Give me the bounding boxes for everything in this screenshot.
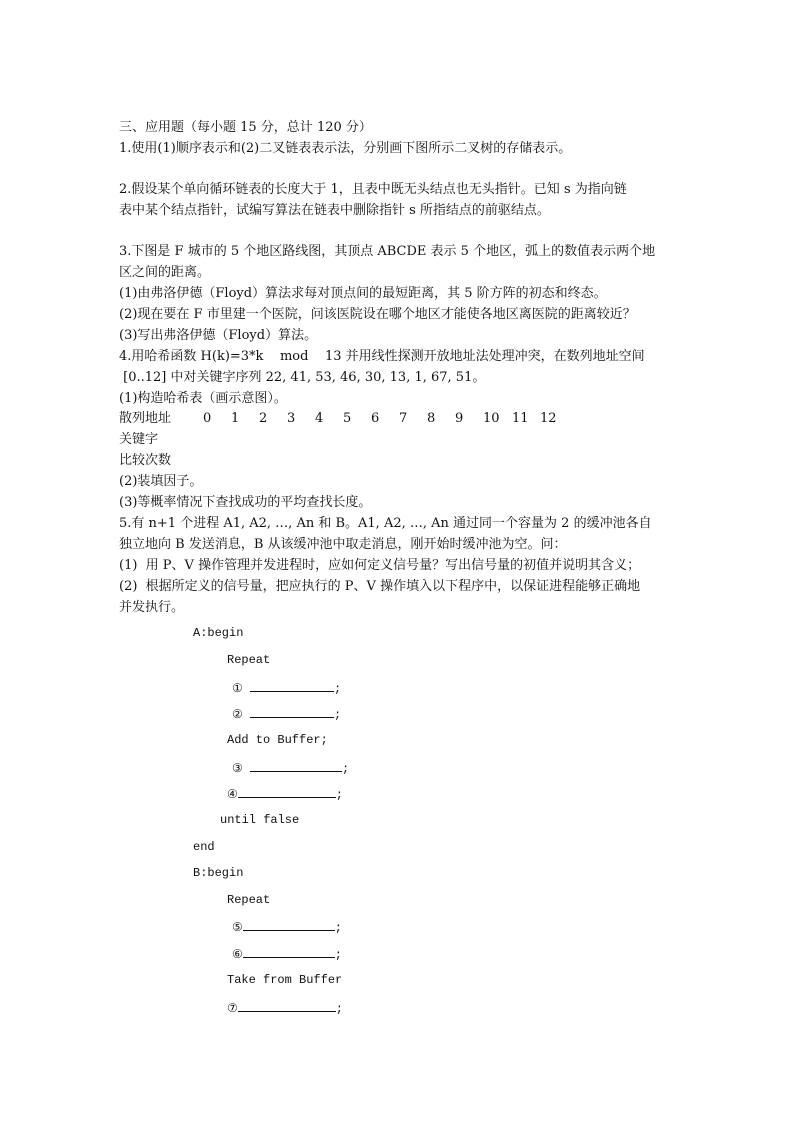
question-5-sub-1: (1) 用 P、V 操作管理并发进程时，应如何定义信号量？写出信号量的初值并说明其含义；: [119, 558, 641, 573]
question-3-sub-3: (3)写出弗洛伊德（Floyd）算法。: [119, 328, 318, 343]
semicolon: ;: [335, 788, 343, 802]
code-blank-4: [227, 783, 343, 805]
question-5-line-1: 5.有 n+1 个进程 A1, A2, …, An 和 B。A1, A2, …, An 通过同一个容量为 2 的缓冲池各自: [119, 516, 652, 531]
hash-key-row-label: 关键字: [119, 432, 159, 447]
code-until-false: until false: [220, 813, 300, 827]
code-a-begin: A:begin: [193, 626, 244, 640]
blank-number: ④: [227, 788, 238, 802]
blank-number: ②: [232, 708, 243, 722]
section-title: 三、应用题（每小题 15 分，总计 120 分）: [119, 120, 372, 135]
hash-address-cell: 2: [259, 411, 268, 426]
hash-address-cell: 1: [231, 411, 240, 426]
code-take-from-buffer: Take from Buffer: [227, 973, 343, 987]
hash-address-cell: 6: [371, 411, 380, 426]
blank-number: ⑦: [227, 1002, 238, 1016]
question-5-line-2: 独立地向 B 发送消息，B 从该缓冲池中取走消息，刚开始时缓冲池为空。问：: [119, 537, 567, 552]
semicolon: ;: [335, 1002, 343, 1016]
hash-address-cell: 8: [427, 411, 436, 426]
hash-address-cell: 9: [455, 411, 464, 426]
fill-in-blank: [238, 783, 336, 798]
question-4-sub-1: (1)构造哈希表（画示意图）。: [119, 391, 287, 406]
hash-address-row: [119, 409, 679, 429]
hash-address-cell: 5: [343, 411, 352, 426]
hash-address-cell: 3: [287, 411, 296, 426]
fill-in-blank: [250, 757, 342, 772]
fill-in-blank: [243, 943, 335, 958]
semicolon: ;: [334, 948, 342, 962]
fill-in-blank: [250, 703, 334, 718]
hash-compare-row-label: 比较次数: [119, 453, 172, 468]
code-end: end: [193, 840, 215, 854]
question-1: 1.使用(1)顺序表示和(2)二叉链表表示法，分别画下图所示二叉树的存储表示。: [119, 141, 572, 156]
question-3-line-1: 3.下图是 F 城市的 5 个地区路线图，其顶点 ABCDE 表示 5 个地区，弧上的数值表示两个地: [119, 244, 656, 259]
question-4-line-2: [0..12] 中对关键字序列 22, 41, 53, 46, 30, 13, 1, 67, 51。: [119, 370, 486, 385]
semicolon: ;: [333, 682, 342, 696]
code-repeat-b: Repeat: [227, 893, 271, 907]
question-2-line-2: 表中某个结点指针，试编写算法在链表中删除指针 s 所指结点的前驱结点。: [119, 203, 550, 218]
code-blank-6: [232, 943, 342, 965]
question-3-sub-1: (1)由弗洛伊德（Floyd）算法求每对顶点间的最短距离，其 5 阶方阵的初态和终态。: [119, 286, 607, 301]
blank-number: ③: [232, 762, 243, 776]
code-blank-5: [232, 916, 342, 938]
hash-address-cell: 11: [512, 411, 529, 426]
question-4-sub-3: (3)等概率情况下查找成功的平均查找长度。: [119, 495, 372, 510]
question-5-sub-2a: (2) 根据所定义的信号量，把应执行的 P、V 操作填入以下程序中，以保证进程能够正确地: [119, 579, 641, 594]
code-add-to-buffer: Add to Buffer;: [227, 733, 328, 747]
question-3-line-2: 区之间的距离。: [119, 265, 211, 280]
question-2-line-1: 2.假设某个单向循环链表的长度大于 1，且表中既无头结点也无头指针。已知 s 为指向链: [119, 182, 627, 197]
blank-number: ⑥: [232, 948, 243, 962]
hash-address-label: 散列地址: [119, 411, 172, 426]
code-b-begin: B:begin: [193, 866, 244, 880]
question-5-sub-2b: 并发执行。: [119, 600, 185, 615]
code-repeat: Repeat: [227, 653, 271, 667]
semicolon: ;: [334, 921, 342, 935]
hash-address-cell: 10: [483, 411, 500, 426]
fill-in-blank: [238, 997, 336, 1012]
hash-address-cell: 12: [540, 411, 557, 426]
question-4-sub-2: (2)装填因子。: [119, 474, 203, 489]
fill-in-blank: [243, 916, 335, 931]
code-blank-2: [232, 703, 341, 725]
code-blank-3: [232, 757, 349, 779]
semicolon: ;: [341, 762, 350, 776]
code-blank-7: [227, 997, 343, 1019]
hash-address-cell: 0: [203, 411, 212, 426]
code-blank-1: [232, 677, 341, 699]
question-4-line-1: 4.用哈希函数 H(k)=3*k mod 13 并用线性探测开放地址法处理冲突，在数列地址空间: [119, 349, 645, 364]
fill-in-blank: [250, 677, 334, 692]
question-3-sub-2: (2)现在要在 F 市里建一个医院，问该医院设在哪个地区才能使各地区离医院的距离较近？: [119, 307, 636, 322]
semicolon: ;: [333, 708, 342, 722]
hash-address-cell: 7: [399, 411, 408, 426]
blank-number: ⑤: [232, 921, 243, 935]
hash-address-cell: 4: [315, 411, 324, 426]
blank-number: ①: [232, 682, 243, 696]
